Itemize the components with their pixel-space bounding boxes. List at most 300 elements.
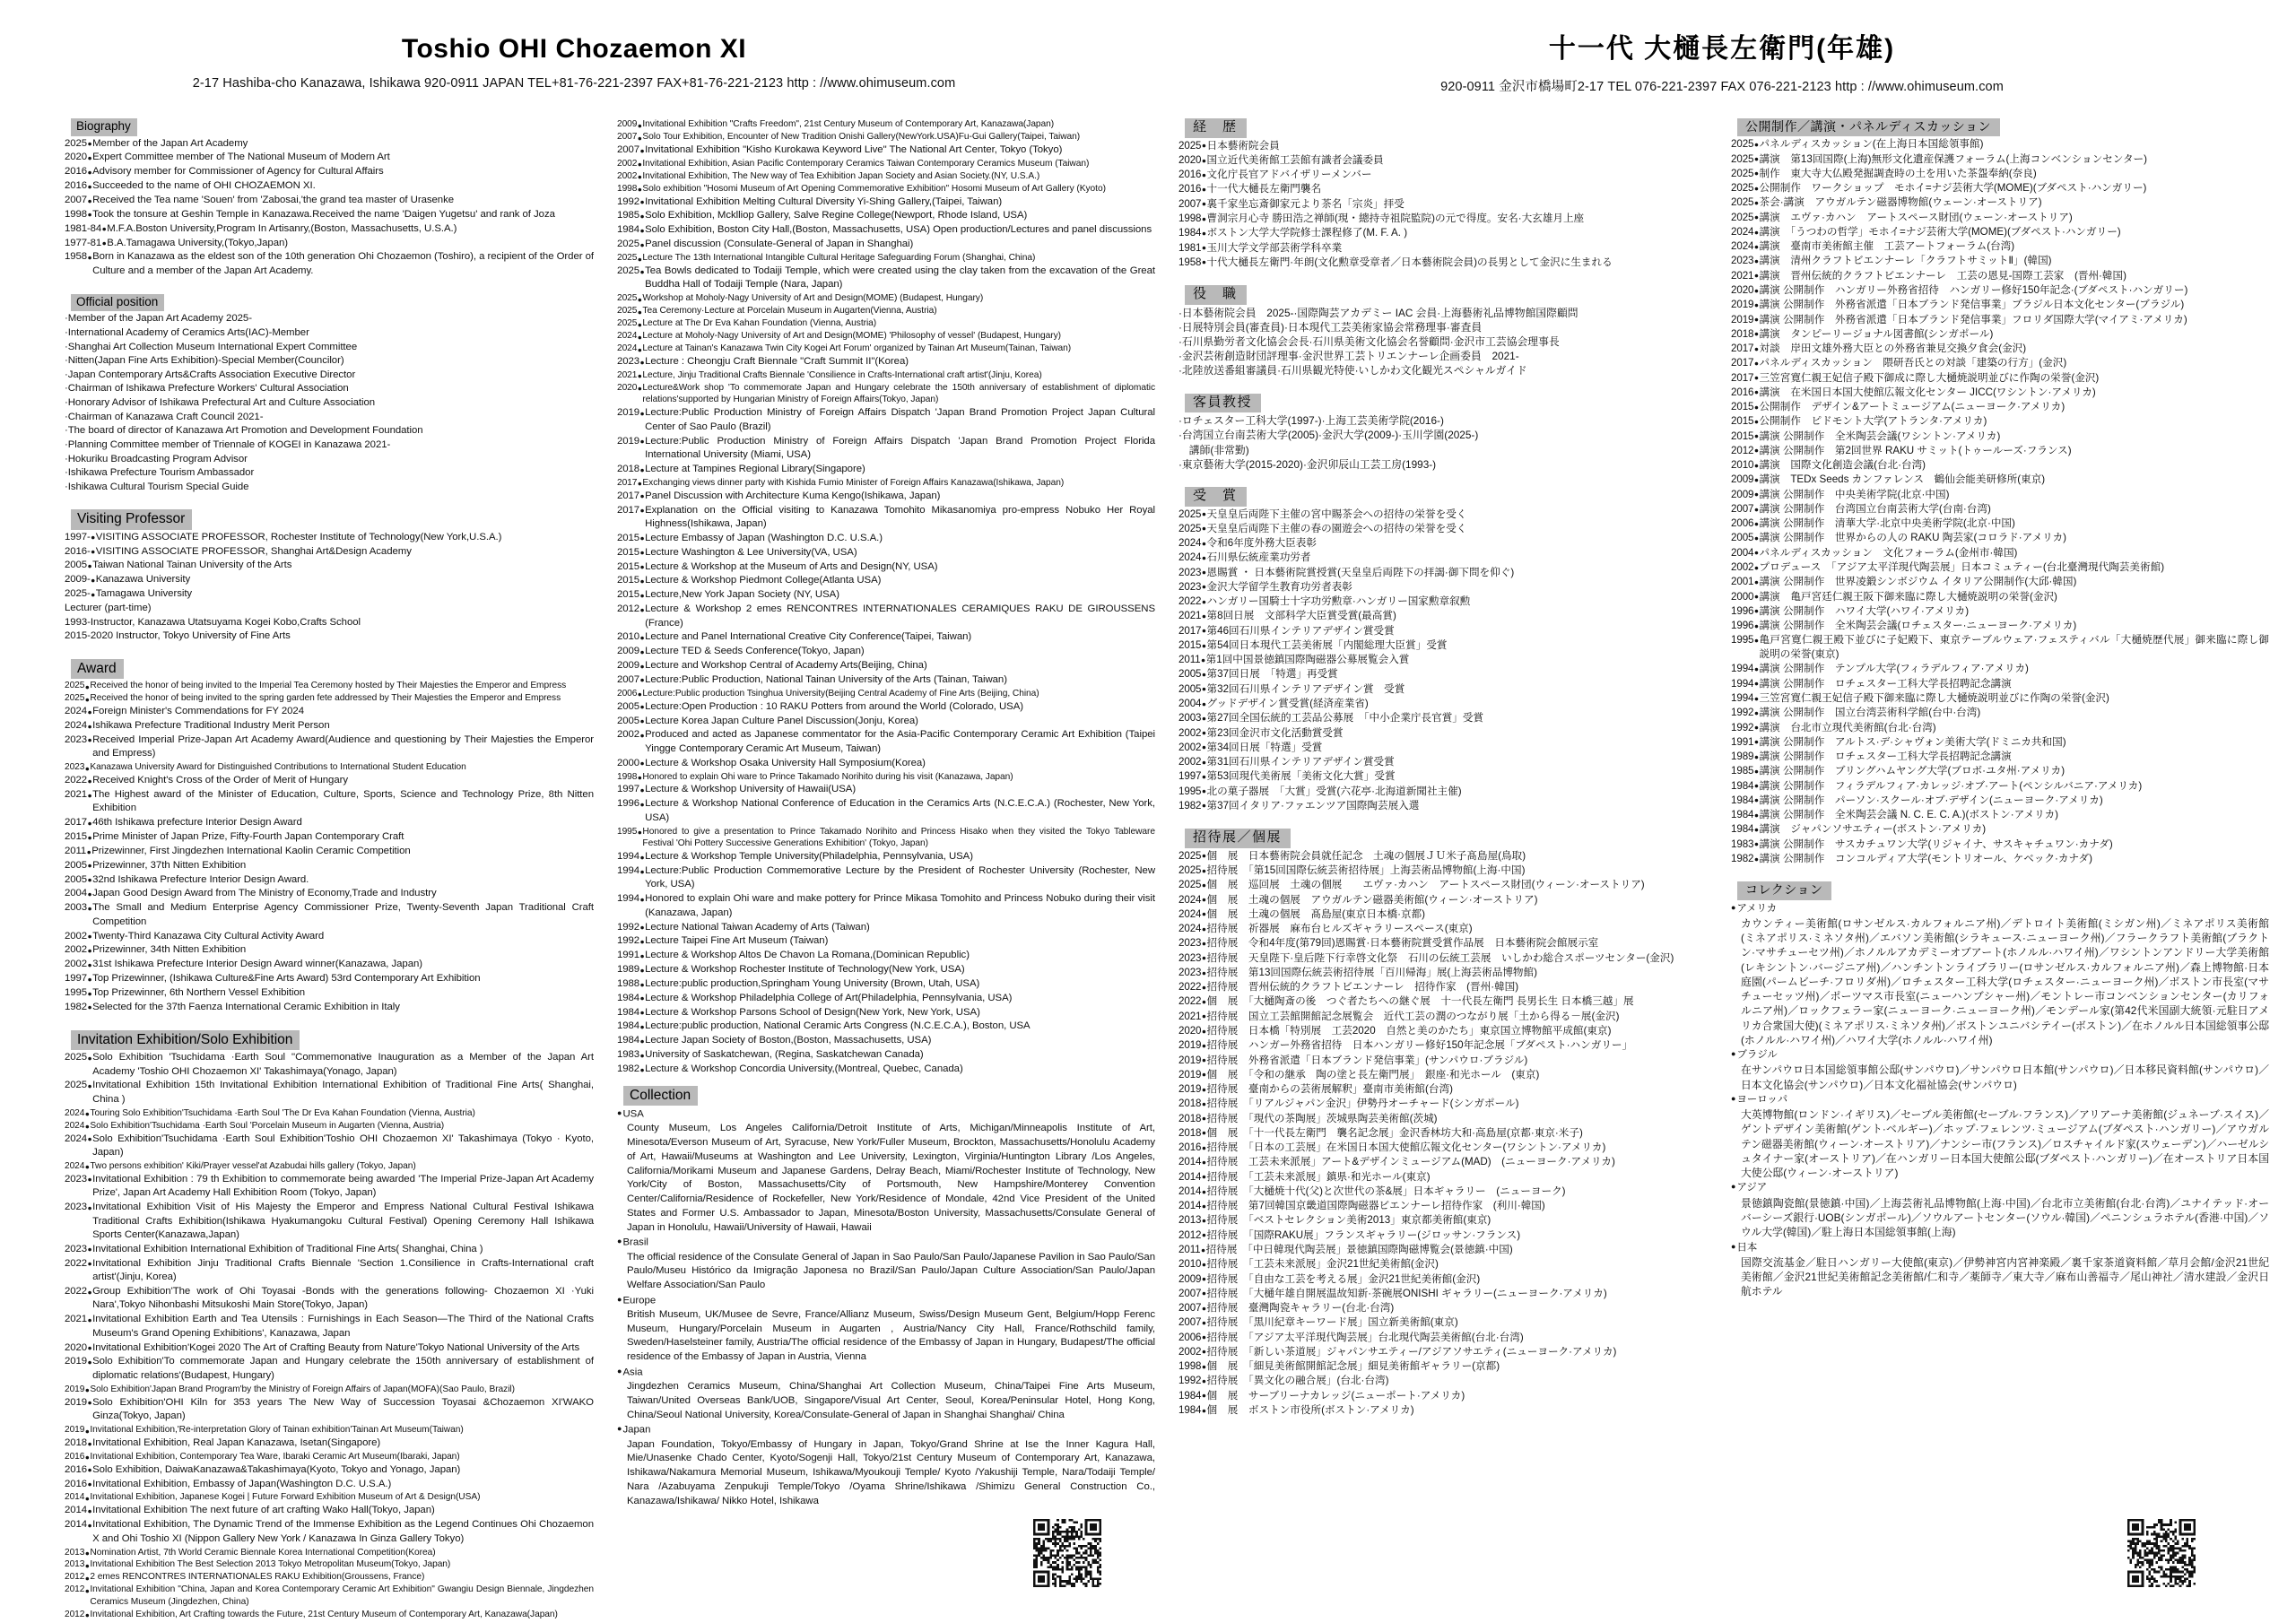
entry-text: Solo Exhibition'To commemorate Japan and Hungary celebrate the 150th anniversary of establishment of diplomatic relations'(Budapest, Hungary) xyxy=(92,1356,594,1381)
list-item xyxy=(617,630,1155,644)
entry-text: Invitational Exhibition : 79 th Exhibition to commemorate being awarded 'The Imperial Prize-Japan Art Academy Prize', Japan Art Academy Hall Exhibition Room (Tokyo, Japan) xyxy=(92,1173,594,1199)
entry-year: 2014 xyxy=(65,1505,87,1516)
list-item xyxy=(1731,356,2269,370)
bullet-dot-icon: ● xyxy=(87,1287,92,1297)
list-item xyxy=(617,330,1155,343)
entry-year: 2014 xyxy=(1178,1200,1202,1212)
bullet-dot-icon: ● xyxy=(1201,786,1207,796)
entry-year: 2011 xyxy=(1178,654,1201,666)
bullet-dot-icon: ● xyxy=(1753,606,1760,616)
entry-text: Invitational Exhibition, The New way of Tea Exhibition Japan Society and Asian Society.(NY, U.S.A.) xyxy=(642,170,1040,181)
bullet-dot-icon: ● xyxy=(1753,241,1760,251)
list-item xyxy=(65,1478,594,1491)
entry-year: 2023 xyxy=(65,762,85,773)
list-item: ·東京藝術大学(2015-2020)·金沢卯辰山工芸工房(1993-) xyxy=(1178,457,1437,471)
entry-year: 2025 xyxy=(1731,196,1754,209)
entry-year: 2021 xyxy=(1178,610,1202,622)
entry-year: 2012 xyxy=(617,603,639,615)
list-item xyxy=(65,719,594,733)
entry-year: 2023 xyxy=(1178,937,1202,950)
bullet-dot-icon: ● xyxy=(1201,1391,1207,1401)
list-item xyxy=(1178,153,1708,168)
entry-year: 2024 xyxy=(65,1107,85,1118)
bullet-dot-icon: ● xyxy=(639,197,645,207)
bullet-dot-icon: ● xyxy=(1753,562,1760,572)
entry-text: The Highest award of the Minister of Education, Culture, Sports, Science and Technology Prize, 8th Nitten Exhibition xyxy=(92,788,594,814)
list-item xyxy=(1731,342,2269,356)
list-item xyxy=(1178,551,1708,565)
bullet-dot-icon: ● xyxy=(84,1494,90,1503)
entry-text: 第46回石川県インテリアデザイン賞受賞 xyxy=(1206,624,1395,637)
entry-year: 2014 xyxy=(1178,1185,1202,1197)
entry-year: 2004 xyxy=(1731,546,1754,559)
section-heading-korekushon: コレクション xyxy=(1737,881,1831,899)
bullet-dot-icon: ● xyxy=(1201,728,1207,738)
bullet-dot-icon: ● xyxy=(637,319,642,329)
entry-year: 2024 xyxy=(1178,923,1202,935)
section-heading-shotai: 招待展／個展 xyxy=(1185,829,1291,848)
list-item: ·Ishikawa Prefecture Tourism Ambassador xyxy=(65,467,255,479)
contact-info-english: 2-17 Hashiba-cho Kanazawa, Ishikawa 920-0911 JAPAN TEL+81-76-221-2397 FAX+81-76-221-2123 http : //www.ohimuseum.com xyxy=(192,76,956,91)
list-item xyxy=(1178,1038,1708,1053)
entry-text: 個 展 土魂の個展 髙島屋(東京日本橋·京都) xyxy=(1206,907,1426,920)
bullet-dot-icon: ● xyxy=(639,1008,645,1018)
bullet-dot-icon: ● xyxy=(1753,490,1760,499)
bullet-dot-icon: ● xyxy=(87,139,92,149)
list-item xyxy=(1731,327,2269,342)
bullet-dot-icon: ● xyxy=(87,1259,92,1269)
list-item xyxy=(617,688,1155,700)
list-item xyxy=(65,1160,594,1173)
entry-text: 招待展 晋州伝統的クラフトビエンナーレ 招待作家 (晋州·韓国) xyxy=(1206,981,1519,994)
entry-text: 講演 亀戸宮廷仁親王阪下御来臨に際し大樋焼説明の栄誉(金沢) xyxy=(1759,590,2057,603)
entry-text: 講演 公開制作 国立台湾芸術科学館(台中·台湾) xyxy=(1759,707,1981,719)
list-item xyxy=(617,992,1155,1005)
section-heading-official-position: Official position xyxy=(71,294,164,312)
list-item xyxy=(617,797,1155,825)
list-item xyxy=(1178,785,1708,799)
entry-text: Invitational Exhibition Visit of His Majesty the Emperor and Empress National Cultural Festival Ishikawa Traditional Crafts Exhibition(Ishikawa Hyakumangoku Cultural Festival) Opening Ceremony Hall Ishikawa Sports Center(Kanazawa,Japan) xyxy=(92,1202,594,1240)
entry-year: 2025 xyxy=(617,252,638,263)
entry-text: Invitational Exhibition "Crafts Freedom", 21st Century Museum of Contemporary Art, Kanazawa(Japan) xyxy=(642,119,1055,129)
entry-year: 2022 xyxy=(1178,995,1202,1008)
bullet-dot-icon: ● xyxy=(87,818,92,828)
entry-year: 1958 xyxy=(65,251,87,263)
bullet-dot-icon: ● xyxy=(1201,568,1207,577)
collection-country-body: Jingdezhen Ceramics Museum, China/Shanghai Art Collection Museum, China/Taipei Fine Arts Museum, Taiwan/United Overseas Bank/UOB, Singapore/Visual Art Center, Seoul, Korea/Peninsular Hotel, Hong Kong, China/Seoul National University, Korea/Consulate-General of Japan in Shanghai Shanghai/ China xyxy=(627,1381,1155,1420)
bullet-dot-icon: ● xyxy=(1201,1303,1207,1313)
entry-year: 2009- xyxy=(65,574,91,586)
bullet-dot-icon: ● xyxy=(639,239,645,249)
entry-year: 2024 xyxy=(1731,240,1754,253)
entry-text: 招待展 「工芸未来派展」金沢21世紀美術館(金沢) xyxy=(1206,1258,1439,1271)
entry-year: 2019 xyxy=(1178,1083,1202,1096)
collection-country-body: British Museum, UK/Musee de Sevre, France/Allianz Museum, Swiss/Design Museum Gent, Belgium/Hopp Ferenc Museum, Hungary/Porcelain Museum in Augarten , Austria/Nancy City Hall, France/Rothschild family, Sweden/Haselsteiner family, Austria/The official residence of the Embassy of Japan in Hungary, Budapest/The official residence of the Embassy of Japan in Austria, Vienna xyxy=(627,1309,1155,1363)
entry-text: University of Saskatchewan, (Regina, Saskatchewan Canada) xyxy=(645,1049,924,1061)
entry-text: Expert Committee member of The National Museum of Modern Art xyxy=(92,152,390,163)
entry-year: 1982 xyxy=(65,1001,87,1012)
entry-text: Tamagawa University xyxy=(95,588,193,600)
entry-year: 1998 xyxy=(65,208,87,220)
list-item xyxy=(65,1133,594,1160)
bullet-dot-icon: ● xyxy=(639,702,645,712)
entry-text: Selected for the 37th Faenza International Ceramic Exhibition in Italy xyxy=(92,1001,400,1012)
bullet-dot-icon: ● xyxy=(87,1343,92,1353)
entry-text: 亀戸宮寛仁親王殿下並びに子妃殿下、東京テーブルウェア·フェスティバル「大樋焼歴代展」御来臨に際し御説明の栄誉(東京) xyxy=(1759,634,2269,661)
list-item xyxy=(65,137,594,151)
collection-country-body: 景徳鎮陶瓷館(景徳鎮·中国)／上海芸術礼品博物館(上海·中国)／台北市立美術館(台北·台湾)／ユナイテッド·オーバーシーズ銀行·UOB(シンガポール)／ソウルアートセンター(ソウル·韓国)／ペニンシュラホテル(香港·中国)／ソウル大学(韓国)／駐上海日本国総領事館(上海) xyxy=(1741,1196,2269,1239)
bullet-dot-icon: ● xyxy=(639,212,645,221)
entry-year: 1994 xyxy=(1731,692,1754,705)
list-item xyxy=(617,183,1155,195)
list-item xyxy=(1731,283,2269,298)
entry-text: 講演 国際文化創造会議(台北·台湾) xyxy=(1759,459,1926,472)
list-item xyxy=(1178,1126,1708,1141)
list-item xyxy=(65,1107,594,1120)
bullet-dot-icon: ● xyxy=(637,120,642,130)
bullet-dot-icon: ● xyxy=(1753,169,1760,178)
entry-text: 招待展 「現代の茶陶展」茨城県陶芸美術館(茨城) xyxy=(1206,1112,1438,1124)
entry-text: 第27回全国伝統的工芸品公募展 「中小企業庁長官賞」受賞 xyxy=(1206,712,1484,725)
entry-text: 招待展 祈器展 麻布台ヒルズギャラリースペース(東京) xyxy=(1206,923,1473,935)
entry-year: 1984 xyxy=(617,224,639,236)
entry-text: Lecture Korea Japan Culture Panel Discussion(Jonju, Korea) xyxy=(645,715,918,726)
collection-country-body: Japan Foundation, Tokyo/Embassy of Hungary in Japan, Tokyo/Grand Shrine at Ise the Inner Kagura Hall, Mie/Unasenke Chado Center, Kyoto/Sogenji Hall, Tokyo/21st Century Museum of Contemporary Art, Kanazawa, Ishikawa/Nakamura Memorial Museum, Ishikawa/Myoukouji Temple/ Kyoto /Yakushiji Temple, Nara/Todaiji Temple/ Nara /Azabuyama Zenpukuji Temple/Tokyo /Oyama Shrine/Ishikawa /Shimizu General Construction Co., Kanazawa/Ishikawa/ Nikko Hotel, Ishikawa xyxy=(627,1438,1155,1506)
list-item xyxy=(65,1341,594,1355)
list-item xyxy=(65,1001,594,1014)
entry-year: 2016 xyxy=(65,166,87,178)
bullet-dot-icon: ● xyxy=(1201,982,1207,992)
bullet-dot-icon: ● xyxy=(1753,285,1760,295)
list-item xyxy=(65,1518,594,1546)
bullet-dot-icon: ● xyxy=(1201,213,1207,223)
entry-text: 個 展 土魂の個展 アウガルテン磁器美術館(ウィーン·オーストリア) xyxy=(1206,893,1538,906)
collection-country-body: 大英博物館(ロンドン·イギリス)／セーブル美術館(セーブル·フランス)／アリアーナ美術館(ジュネーブ·スイス)／ゲントデザイン美術館(ゲント·ベルギー)／ホップ·フェレンツ·ミュージアム(ブダペスト·ハンガリー)／アウガルテン磁器美術館(ウィーン·オーストリア)／ナンシー市(フランス)／ロスチャイルド家(スウェーデン)／ハーゼルシュタイナー家(オーストリア)／在ハンガリー日本国大使館公邸(ブダペスト·ハンガリー)／在オーストリア日本国大使公邸(ウィーン·オーストリア) xyxy=(1741,1108,2269,1180)
entry-text: Lecture and Panel International Creative City Conference(Taipei, Taiwan) xyxy=(645,631,972,643)
entry-year: 2019 xyxy=(617,435,639,447)
entry-text: 講演 臺南市美術館主催 工芸アートフォーラム(台湾) xyxy=(1759,240,2015,253)
entry-text: 文化庁長官アドバイザリーメンバー xyxy=(1206,169,1372,181)
entry-text: Lecture at Moholy-Nagy University of Art and Design(MOME) 'Philosophy of vessel' (Budapest, Hungary) xyxy=(642,331,1061,342)
entry-text: 招待展 「大樋焼十代(父)と次世代の茶&展」日本ギャラリー (ニューヨーク) xyxy=(1206,1185,1566,1197)
list-item xyxy=(1178,256,1708,270)
entry-year: 1995 xyxy=(617,826,638,837)
entry-year: 2022 xyxy=(65,1257,87,1269)
list-item xyxy=(1731,677,2269,691)
list-item xyxy=(1178,667,1708,681)
bullet-dot-icon: ● xyxy=(87,721,92,731)
entry-text: Lecture National Taiwan Academy of Arts (Taiwan) xyxy=(645,921,870,933)
entry-year: 1996 xyxy=(1731,620,1754,632)
entry-year: 1985 xyxy=(1731,765,1754,777)
list-item xyxy=(65,1173,594,1201)
entry-text: 制作 東大寺大仏殿発掘調査時の土を用いた茶盌奉納(奈良) xyxy=(1759,167,2037,179)
list-item: ·Hokuriku Broadcasting Program Advisor xyxy=(65,453,248,464)
entry-text: Invitational Exhibition The Best Selection 2013 Tokyo Metropolitan Museum(Tokyo, Japan) xyxy=(90,1559,451,1570)
entry-text: Received the Tea name 'Souen' from 'Zabosai,'the grand tea master of Urasenke xyxy=(92,195,454,205)
bullet-dot-icon: ● xyxy=(637,185,642,195)
entry-text: 講演 公開制作 パーソン·スクール·オブ·デザイン(ニューヨーク·アメリカ) xyxy=(1759,794,2103,806)
entry-text: 招待展 天皇陛下·皇后陛下行幸啓文化祭 石川の伝統工芸展 いしかわ総合スポーツセンター(金沢) xyxy=(1206,951,1674,964)
list-item xyxy=(617,477,1155,490)
list-item xyxy=(65,1257,594,1285)
list-item xyxy=(1178,755,1708,769)
list-item xyxy=(1178,893,1708,907)
entry-text: Invitational Exhibition, Art Crafting towards the Future, 21st Century Museum of Contemporary Art, Kanazawa(Japan) xyxy=(90,1609,558,1619)
bullet-dot-icon: ● xyxy=(1753,839,1760,849)
bullet-dot-icon: ● xyxy=(639,576,645,586)
list-item xyxy=(1731,181,2269,195)
entry-year: 2024 xyxy=(65,706,87,717)
list-item xyxy=(1178,595,1708,609)
kokai-list xyxy=(1731,137,2269,866)
entry-year: 2019 xyxy=(1178,1039,1202,1052)
entry-year: 1984 xyxy=(1731,809,1754,821)
bullet-dot-icon: ● xyxy=(637,479,642,489)
list-item: 講師(非常勤) xyxy=(1178,443,1249,456)
list-item xyxy=(1178,1082,1708,1097)
list-item xyxy=(617,977,1155,991)
list-item xyxy=(617,463,1155,476)
header-english xyxy=(0,34,1148,95)
bullet-dot-icon: ● xyxy=(1201,1347,1207,1357)
entry-year: 2012 xyxy=(1731,444,1754,456)
entry-text: Took the tonsure at Geshin Temple in Kanazawa.Received the name 'Daigen Yugetsu' and rank of Joza xyxy=(92,208,555,220)
bullet-dot-icon: ● xyxy=(639,491,645,501)
entry-text: Prizewinner, 34th Nitten Exhibition xyxy=(92,944,247,956)
entry-text: 講演 公開制作 コンコルディア大学(モントリオール、ケベック·カナダ) xyxy=(1759,852,2092,864)
entry-year: 1982 xyxy=(1178,799,1202,812)
list-item xyxy=(65,692,594,705)
entry-text: 講演 公開制作 ロチェスター工科大学長招聘記念講演 xyxy=(1759,677,2012,690)
list-item xyxy=(1731,633,2269,662)
bullet-dot-icon: ● xyxy=(1201,968,1207,977)
entry-year: 2024 xyxy=(617,343,638,354)
entry-text: Advisory member for Commissioner of Agency for Cultural Affairs xyxy=(92,166,384,178)
bullet-dot-icon: ● xyxy=(1201,552,1207,562)
list-item xyxy=(65,972,594,985)
entry-text: 講演 公開制作 外務省派遣「日本ブランド発信事業」ブラジル日本文化センター(ブラジル) xyxy=(1759,299,2185,311)
entry-text: 石川県伝統産業功労者 xyxy=(1206,551,1311,564)
bullet-dot-icon: ● xyxy=(1753,299,1760,309)
bullet-dot-icon: ● xyxy=(637,307,642,317)
entry-text: 講演 公開制作 ロチェスター工科大学長招聘記念講演 xyxy=(1759,751,2012,763)
qr-code-english[interactable] xyxy=(1033,1519,1101,1587)
entry-text: 十代大樋長左衛門·年朗(文化勲章受章者／日本藝術院会員)の長男として金沢に生まれる xyxy=(1206,256,1613,268)
entry-year: 2015 xyxy=(1178,638,1202,651)
entry-year: 2019 xyxy=(65,1384,85,1394)
entry-text: Prime Minister of Japan Prize, Fifty-Fourth Japan Contemporary Craft xyxy=(92,831,404,843)
collection-country-name: Europe xyxy=(622,1295,657,1306)
page-header xyxy=(0,0,2296,95)
collection-country-body: The official residence of the Consulate General of Japan in Sao Paulo/San Paulo/Japanese Pavilion in Sao Paulo/San Paulo/Museu Histórico da Imigração Japonesa no Brazil/San Paulo/Japan Culture Association/San Paulo/Japan Welfare Association/San Paulo xyxy=(627,1251,1155,1291)
bullet-dot-icon: ● xyxy=(1753,693,1760,703)
list-item xyxy=(1178,653,1708,667)
bullet-dot-icon: ● xyxy=(639,730,645,740)
list-item xyxy=(617,659,1155,673)
bullet-dot-icon: ● xyxy=(1201,509,1207,519)
entry-text: 講演 公開制作 世界凌鍛シンボジウム イタリア公開制作(大邱·韓国) xyxy=(1759,576,2077,588)
entry-year: 2016- xyxy=(65,545,91,557)
bullet-dot-icon: ● xyxy=(1201,582,1207,592)
entry-text: B.A.Tamagawa University,(Tokyo,Japan) xyxy=(107,237,289,248)
entry-year: 2015 xyxy=(1731,401,1754,413)
entry-text: Invitational Exhibition, Asian Pacific Contemporary Ceramics Taiwan Contemporary Ceramics Museum (Taiwan) xyxy=(642,158,1090,169)
entry-year: 1984 xyxy=(1178,227,1202,239)
list-item xyxy=(65,859,594,872)
bullet-dot-icon: ● xyxy=(87,252,92,262)
bullet-dot-icon: ● xyxy=(87,1465,92,1475)
entry-text: 講演 公開制作 全米陶芸会議(ロチェスター·ニューヨーク·アメリカ) xyxy=(1759,620,2077,632)
list-item xyxy=(1731,604,2269,619)
collection-list-japanese xyxy=(1731,902,2280,1299)
bullet-dot-icon: ● xyxy=(87,181,92,191)
entry-text: Group Exhibition'The work of Ohi Toyasai -Bonds with the generations following- Chozaemon XI ·Yuki Nara',Tokyo Nihonbashi Mitsukoshi Main Store(Tokyo, Japan) xyxy=(92,1285,594,1311)
bullet-dot-icon: ● xyxy=(1201,865,1207,875)
entry-year: 1992 xyxy=(617,921,639,933)
entry-text: 招待展 「黒川紀章キーワード展」国立新美術館(東京) xyxy=(1206,1316,1458,1329)
entry-year: 2019 xyxy=(1178,1068,1202,1081)
list-item xyxy=(1731,691,2269,706)
entry-text: Lecture & Workshop University of Hawaii(USA) xyxy=(645,784,857,795)
entry-text: Born in Kanazawa as the eldest son of the 10th generation Ohi Chozaemon (Toshiro), a recipient of the Order of Culture and a member of the Japan Art Academy. xyxy=(92,251,594,276)
entry-year: 1992 xyxy=(617,935,639,947)
bullet-dot-icon: ● xyxy=(639,464,645,474)
entry-text: Received the honor of being invited to the Imperial Tea Ceremony hosted by Their Majesties the Emperor and Empress xyxy=(90,681,567,691)
entry-year: 2025 xyxy=(617,265,639,276)
entry-year: 2017 xyxy=(617,504,639,516)
bullet-dot-icon: ● xyxy=(1753,154,1760,164)
entry-year: 2009 xyxy=(1731,473,1754,486)
entry-text: Lecture at Tainan's Kanazawa Twin City Kogei Art Forum' organized by Tainan Art Museum(Tainan, Taiwan) xyxy=(642,343,1072,354)
entry-year: 2015 xyxy=(65,831,87,843)
entry-text: Lecture & Workshop Rochester Institute of Technology(New York, USA) xyxy=(645,964,965,976)
entry-year: 2025 xyxy=(1178,849,1202,862)
entry-text: 講演 TEDx Seeds カンファレンス 鶴仙会能美研修所(東京) xyxy=(1759,473,2046,486)
bullet-dot-icon: ● xyxy=(87,875,92,885)
bullet-dot-icon: ● xyxy=(1201,742,1207,752)
entry-text: Invitational Exhibition, Japanese Kogei | Future Forward Exhibition Museum of Art & Design(USA) xyxy=(90,1492,481,1503)
entry-text: Tea Bowls dedicated to Todaiji Temple, which were created using the clay taken from the excavation of the Great Buddha Hall of Todaiji Temple (Nara, Japan) xyxy=(645,265,1155,291)
list-item xyxy=(1178,922,1708,936)
bullet-dot-icon: ● xyxy=(1201,596,1207,606)
list-item xyxy=(1178,197,1708,212)
keireki-list xyxy=(1178,139,1708,270)
entry-year: 1992 xyxy=(617,195,639,207)
entry-year: 2018 xyxy=(1731,327,1754,340)
entry-year: 2024 xyxy=(617,331,638,342)
entry-text: 十一代大樋長左衛門襲名 xyxy=(1206,183,1322,195)
entry-text: 講演 公開制作 ブリングハムヤング大学(ブロボ·ユタ州·アメリカ) xyxy=(1759,765,2066,777)
bullet-dot-icon: ● xyxy=(1201,771,1207,781)
bullet-dot-icon: ● xyxy=(1201,895,1207,905)
entry-year: 2025 xyxy=(65,1080,87,1091)
bullet-dot-icon: ● xyxy=(87,210,92,220)
entry-text: Lecture Embassy of Japan (Washington D.C. U.S.A.) xyxy=(645,532,883,543)
bullet-dot-icon: ● xyxy=(87,1506,92,1515)
list-item xyxy=(617,265,1155,292)
list-item xyxy=(617,209,1155,222)
list-item xyxy=(1178,638,1708,653)
entry-text: 招待展 ハンガー外務省招待 日本ハンガリー修好150年記念展「ブダペスト·ハンガリー」 xyxy=(1206,1039,1633,1052)
award-list xyxy=(65,680,594,1014)
bullet-dot-icon: ● xyxy=(84,1122,90,1132)
bullet-dot-icon: ● xyxy=(87,735,92,745)
entry-year: 2006 xyxy=(1731,517,1754,530)
entry-year: 2023 xyxy=(65,1243,87,1254)
entry-year: 1998 xyxy=(1178,213,1202,225)
list-item xyxy=(1731,735,2269,750)
bullet-dot-icon: ● xyxy=(1753,373,1760,383)
entry-year: 2016 xyxy=(65,1463,87,1475)
bullet-dot-icon: ● xyxy=(87,1134,92,1144)
list-item xyxy=(1731,473,2269,487)
bullet-dot-icon: ● xyxy=(639,506,645,516)
entry-text: 講演 公開制作 アルトス·デ·シャヴォン美術大学(ドミニカ共和国) xyxy=(1759,735,2066,748)
bullet-dot-icon: ● xyxy=(639,632,645,642)
entry-text: 講演 公開制作 台湾国立台南芸術大学(台南·台湾) xyxy=(1759,502,1991,515)
bullet-dot-icon: ● xyxy=(1753,183,1760,193)
entry-year: 2009 xyxy=(617,646,639,657)
entry-text: 個 展 「十一代長左衛門 襲名記念展」金沢香林坊大和·高島屋(京都·東京·米子) xyxy=(1206,1126,1583,1139)
entry-text: 第37回イタリア·ファエンツア国際陶芸展入選 xyxy=(1206,799,1420,812)
entry-text: Invitational Exhibition "China, Japan and Korea Contemporary Ceramic Art Exhibition" Gwangiu Design Biennale, Jingdezhen Ceramics Museum (Jingdezhen, China) xyxy=(90,1584,594,1607)
entry-year: 1984 xyxy=(1731,823,1754,836)
list-item xyxy=(65,1355,594,1383)
entry-text: 招待展 「工芸未来派展」鎮県·和光ホール(東京) xyxy=(1206,1170,1431,1183)
list-item xyxy=(1731,575,2269,589)
entry-text: Lecture The 13th International Intangible Cultural Heritage Safeguarding Forum (Shanghai, China) xyxy=(642,252,1036,263)
bullet-dot-icon: ● xyxy=(84,1162,90,1172)
bullet-dot-icon: ● xyxy=(1201,1011,1207,1021)
bullet-dot-icon: ● xyxy=(1731,1093,1736,1103)
list-item xyxy=(1731,371,2269,386)
list-item: ·Nitten(Japan Fine Arts Exhibition)-Special Member(Councilor) xyxy=(65,355,344,367)
entry-text: 北の菓子器展 「大賞」受賞(六花亭·北海道新聞社主催) xyxy=(1206,785,1462,797)
entry-year: 2009 xyxy=(617,119,638,129)
entry-text: 招待展 「ベストセレクション美術2013」東京都美術館(東京) xyxy=(1206,1214,1492,1227)
bullet-dot-icon: ● xyxy=(637,828,642,838)
entry-text: 天皇皇后両陛下主催の宮中賜茶会への招待の栄誉を受く xyxy=(1206,508,1467,520)
list-item xyxy=(65,873,594,887)
entry-year: 2006 xyxy=(1178,1331,1202,1343)
list-item xyxy=(617,864,1155,892)
entry-text: Solo Exhibition'Tsuchidama ·Earth Soul Exhibition'Toshio OHI Chozaemon XI' Takashimaya (Tokyo · Kyoto, Japan) xyxy=(92,1133,594,1158)
entry-year: 2002 xyxy=(1178,726,1202,739)
list-item xyxy=(617,826,1155,850)
list-item xyxy=(65,901,594,929)
bullet-dot-icon: ● xyxy=(1753,227,1760,237)
entry-text: Workshop at Moholy-Nagy University of Art and Design(MOME) (Budapest, Hungary) xyxy=(642,293,984,304)
entry-year: 2009 xyxy=(1178,1272,1202,1285)
list-item xyxy=(65,943,594,957)
entry-text: VISITING ASSOCIATE PROFESSOR, Shanghai Art&Design Academy xyxy=(95,545,412,557)
list-item xyxy=(65,680,594,692)
list-item xyxy=(617,532,1155,545)
bullet-dot-icon: ● xyxy=(84,1426,90,1436)
bullet-dot-icon: ● xyxy=(639,534,645,543)
entry-text: Invitational Exhibition The next future of art crafting Wako Hall(Tokyo, Japan) xyxy=(92,1505,435,1516)
entry-text: Solo Exhibition, Boston City Hall,(Boston, Massachusetts, USA) Open production/Lectures and panel discussions xyxy=(645,224,1152,236)
bullet-dot-icon: ● xyxy=(1201,670,1207,680)
bullet-dot-icon: ● xyxy=(1201,939,1207,948)
entry-year: 2023 xyxy=(65,733,87,745)
entry-text: 講演 公開制作 サスカチュワン大学(リジャイナ、サスキャチュワン·カナダ) xyxy=(1759,838,2113,850)
entry-text: Tea Ceremony·Lecture at Porcelain Museum in Augarten(Vienna, Austria) xyxy=(642,306,937,317)
qr-code-japanese[interactable] xyxy=(2127,1519,2196,1587)
list-item xyxy=(1731,167,2269,181)
list-item xyxy=(617,574,1155,587)
